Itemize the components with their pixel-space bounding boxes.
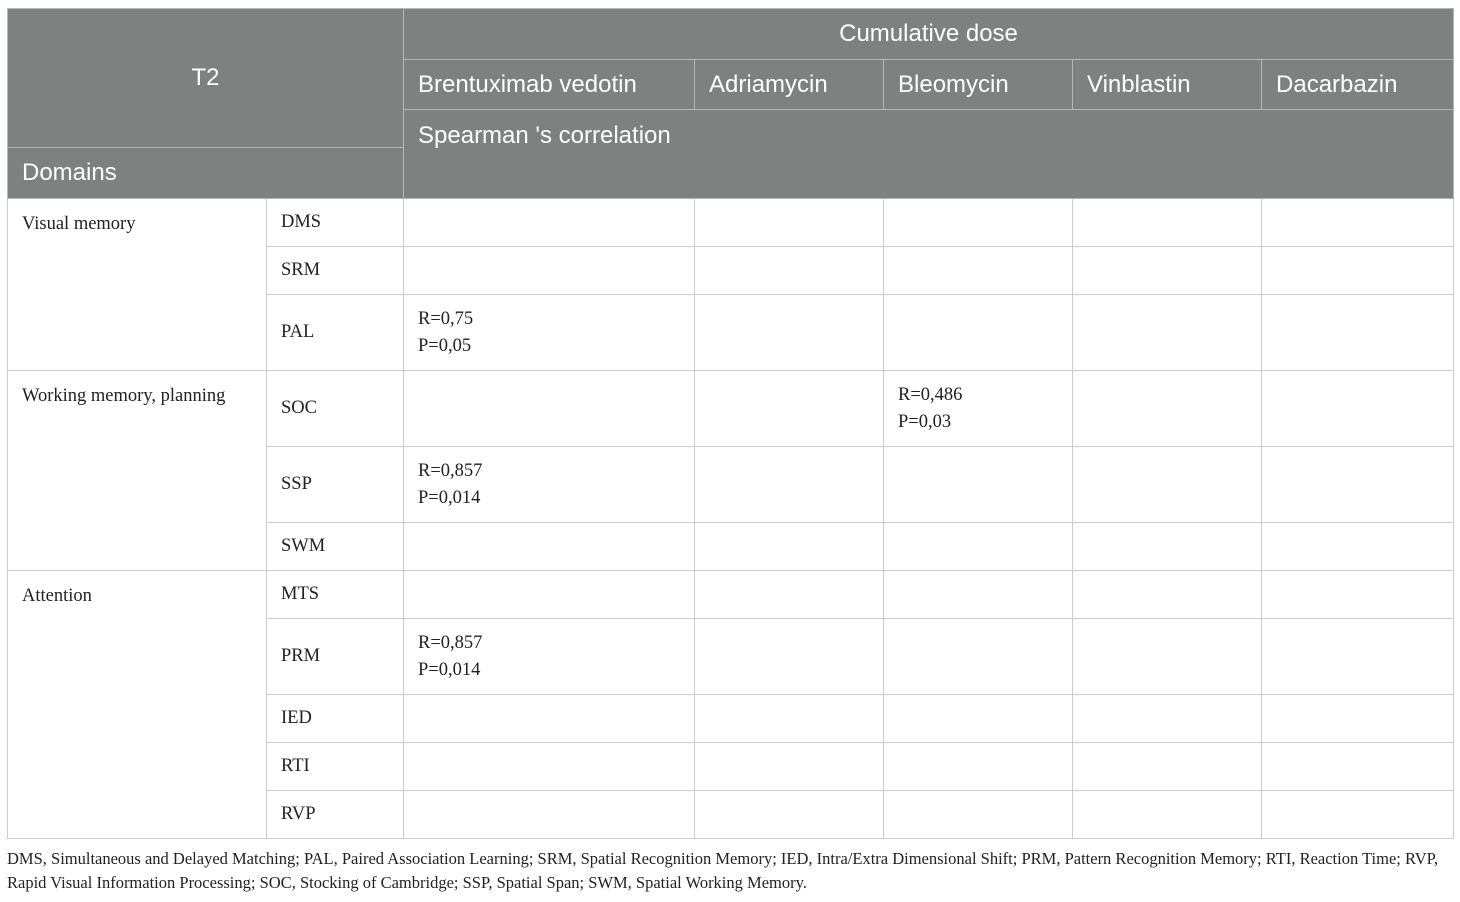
correlation-cell [1262, 523, 1454, 571]
test-cell: RTI [267, 743, 404, 791]
correlation-cell [695, 447, 884, 523]
correlation-cell [404, 371, 695, 447]
r-value: R=0,857 [418, 632, 483, 653]
table-row [8, 571, 1454, 619]
correlation-cell [695, 371, 884, 447]
correlation-table [7, 8, 1454, 839]
correlation-cell [884, 523, 1073, 571]
table-row [8, 199, 1454, 247]
r-value: R=0,75 [418, 308, 474, 329]
test-cell: PAL [267, 295, 404, 371]
correlation-cell [884, 695, 1073, 743]
correlation-cell [1262, 571, 1454, 619]
correlation-cell [404, 295, 695, 371]
table-footnote: DMS, Simultaneous and Delayed Matching; PAL, Paired Association Learning; SRM, Spatial Recognition Memory; IED, Intra/Extra Dimensional Shift; PRM, Pattern Recognition Memory; RTI, Reaction Time; RVP, Rapid Visual Information Processing; SOC, Stocking of Cambridge; SSP, Spatial Span; SWM, Spatial Working Memory. [7, 849, 1439, 892]
test-cell: IED [267, 695, 404, 743]
correlation-cell [884, 743, 1073, 791]
correlation-cell [1073, 523, 1262, 571]
p-value: P=0,03 [898, 411, 952, 432]
correlation-cell [884, 447, 1073, 523]
correlation-cell [1262, 619, 1454, 695]
correlation-cell [404, 247, 695, 295]
correlation-cell [884, 791, 1073, 839]
cumulative-dose-header: Cumulative dose [404, 9, 1454, 60]
test-cell: SRM [267, 247, 404, 295]
correlation-cell [1262, 371, 1454, 447]
p-value: P=0,014 [418, 659, 481, 680]
drug-header-vinblastin: Vinblastin [1073, 60, 1262, 110]
correlation-cell [1073, 247, 1262, 295]
correlation-cell [1073, 619, 1262, 695]
correlation-cell [1262, 791, 1454, 839]
correlation-cell [1073, 695, 1262, 743]
correlation-cell [1262, 199, 1454, 247]
correlation-cell [1262, 247, 1454, 295]
drug-header-brentuximab: Brentuximab vedotin [404, 60, 695, 110]
correlation-cell [1073, 743, 1262, 791]
test-cell: PRM [267, 619, 404, 695]
correlation-cell [1073, 371, 1262, 447]
test-cell: RVP [267, 791, 404, 839]
correlation-table-container [7, 8, 1453, 839]
correlation-cell [404, 447, 695, 523]
t2-header: T2 [8, 9, 404, 148]
correlation-cell [1073, 571, 1262, 619]
r-value: R=0,857 [418, 460, 483, 481]
correlation-cell [884, 571, 1073, 619]
correlation-cell [1262, 743, 1454, 791]
correlation-cell [1262, 695, 1454, 743]
correlation-cell [695, 295, 884, 371]
test-cell: SWM [267, 523, 404, 571]
correlation-cell [404, 743, 695, 791]
correlation-cell [695, 791, 884, 839]
r-value: R=0,486 [898, 384, 963, 405]
test-cell: SOC [267, 371, 404, 447]
correlation-cell [1073, 199, 1262, 247]
spearman-header: Spearman 's correlation [404, 110, 1454, 199]
correlation-cell [404, 695, 695, 743]
correlation-cell [884, 295, 1073, 371]
domain-cell: Visual memory [8, 199, 267, 371]
correlation-cell [884, 199, 1073, 247]
p-value: P=0,05 [418, 335, 472, 356]
test-cell: SSP [267, 447, 404, 523]
correlation-cell [404, 199, 695, 247]
test-cell: MTS [267, 571, 404, 619]
correlation-cell [695, 247, 884, 295]
correlation-cell [695, 199, 884, 247]
drug-header-adriamycin: Adriamycin [695, 60, 884, 110]
correlation-cell [884, 371, 1073, 447]
correlation-cell [884, 247, 1073, 295]
correlation-cell [695, 523, 884, 571]
drug-header-bleomycin: Bleomycin [884, 60, 1073, 110]
domain-cell: Attention [8, 571, 267, 839]
correlation-cell [1262, 447, 1454, 523]
correlation-cell [884, 619, 1073, 695]
correlation-cell [404, 791, 695, 839]
correlation-cell [1073, 791, 1262, 839]
correlation-cell [695, 743, 884, 791]
correlation-cell [1073, 295, 1262, 371]
test-cell: DMS [267, 199, 404, 247]
correlation-cell [1262, 295, 1454, 371]
correlation-cell [1073, 447, 1262, 523]
domain-cell: Working memory, planning [8, 371, 267, 571]
correlation-cell [404, 571, 695, 619]
p-value: P=0,014 [418, 487, 481, 508]
table-header [8, 9, 1454, 199]
drug-header-dacarbazin: Dacarbazin [1262, 60, 1454, 110]
correlation-cell [695, 695, 884, 743]
table-body [8, 199, 1454, 839]
correlation-cell [695, 571, 884, 619]
correlation-cell [404, 523, 695, 571]
table-row [8, 371, 1454, 447]
correlation-cell [695, 619, 884, 695]
domains-header: Domains [8, 148, 404, 199]
correlation-cell [404, 619, 695, 695]
